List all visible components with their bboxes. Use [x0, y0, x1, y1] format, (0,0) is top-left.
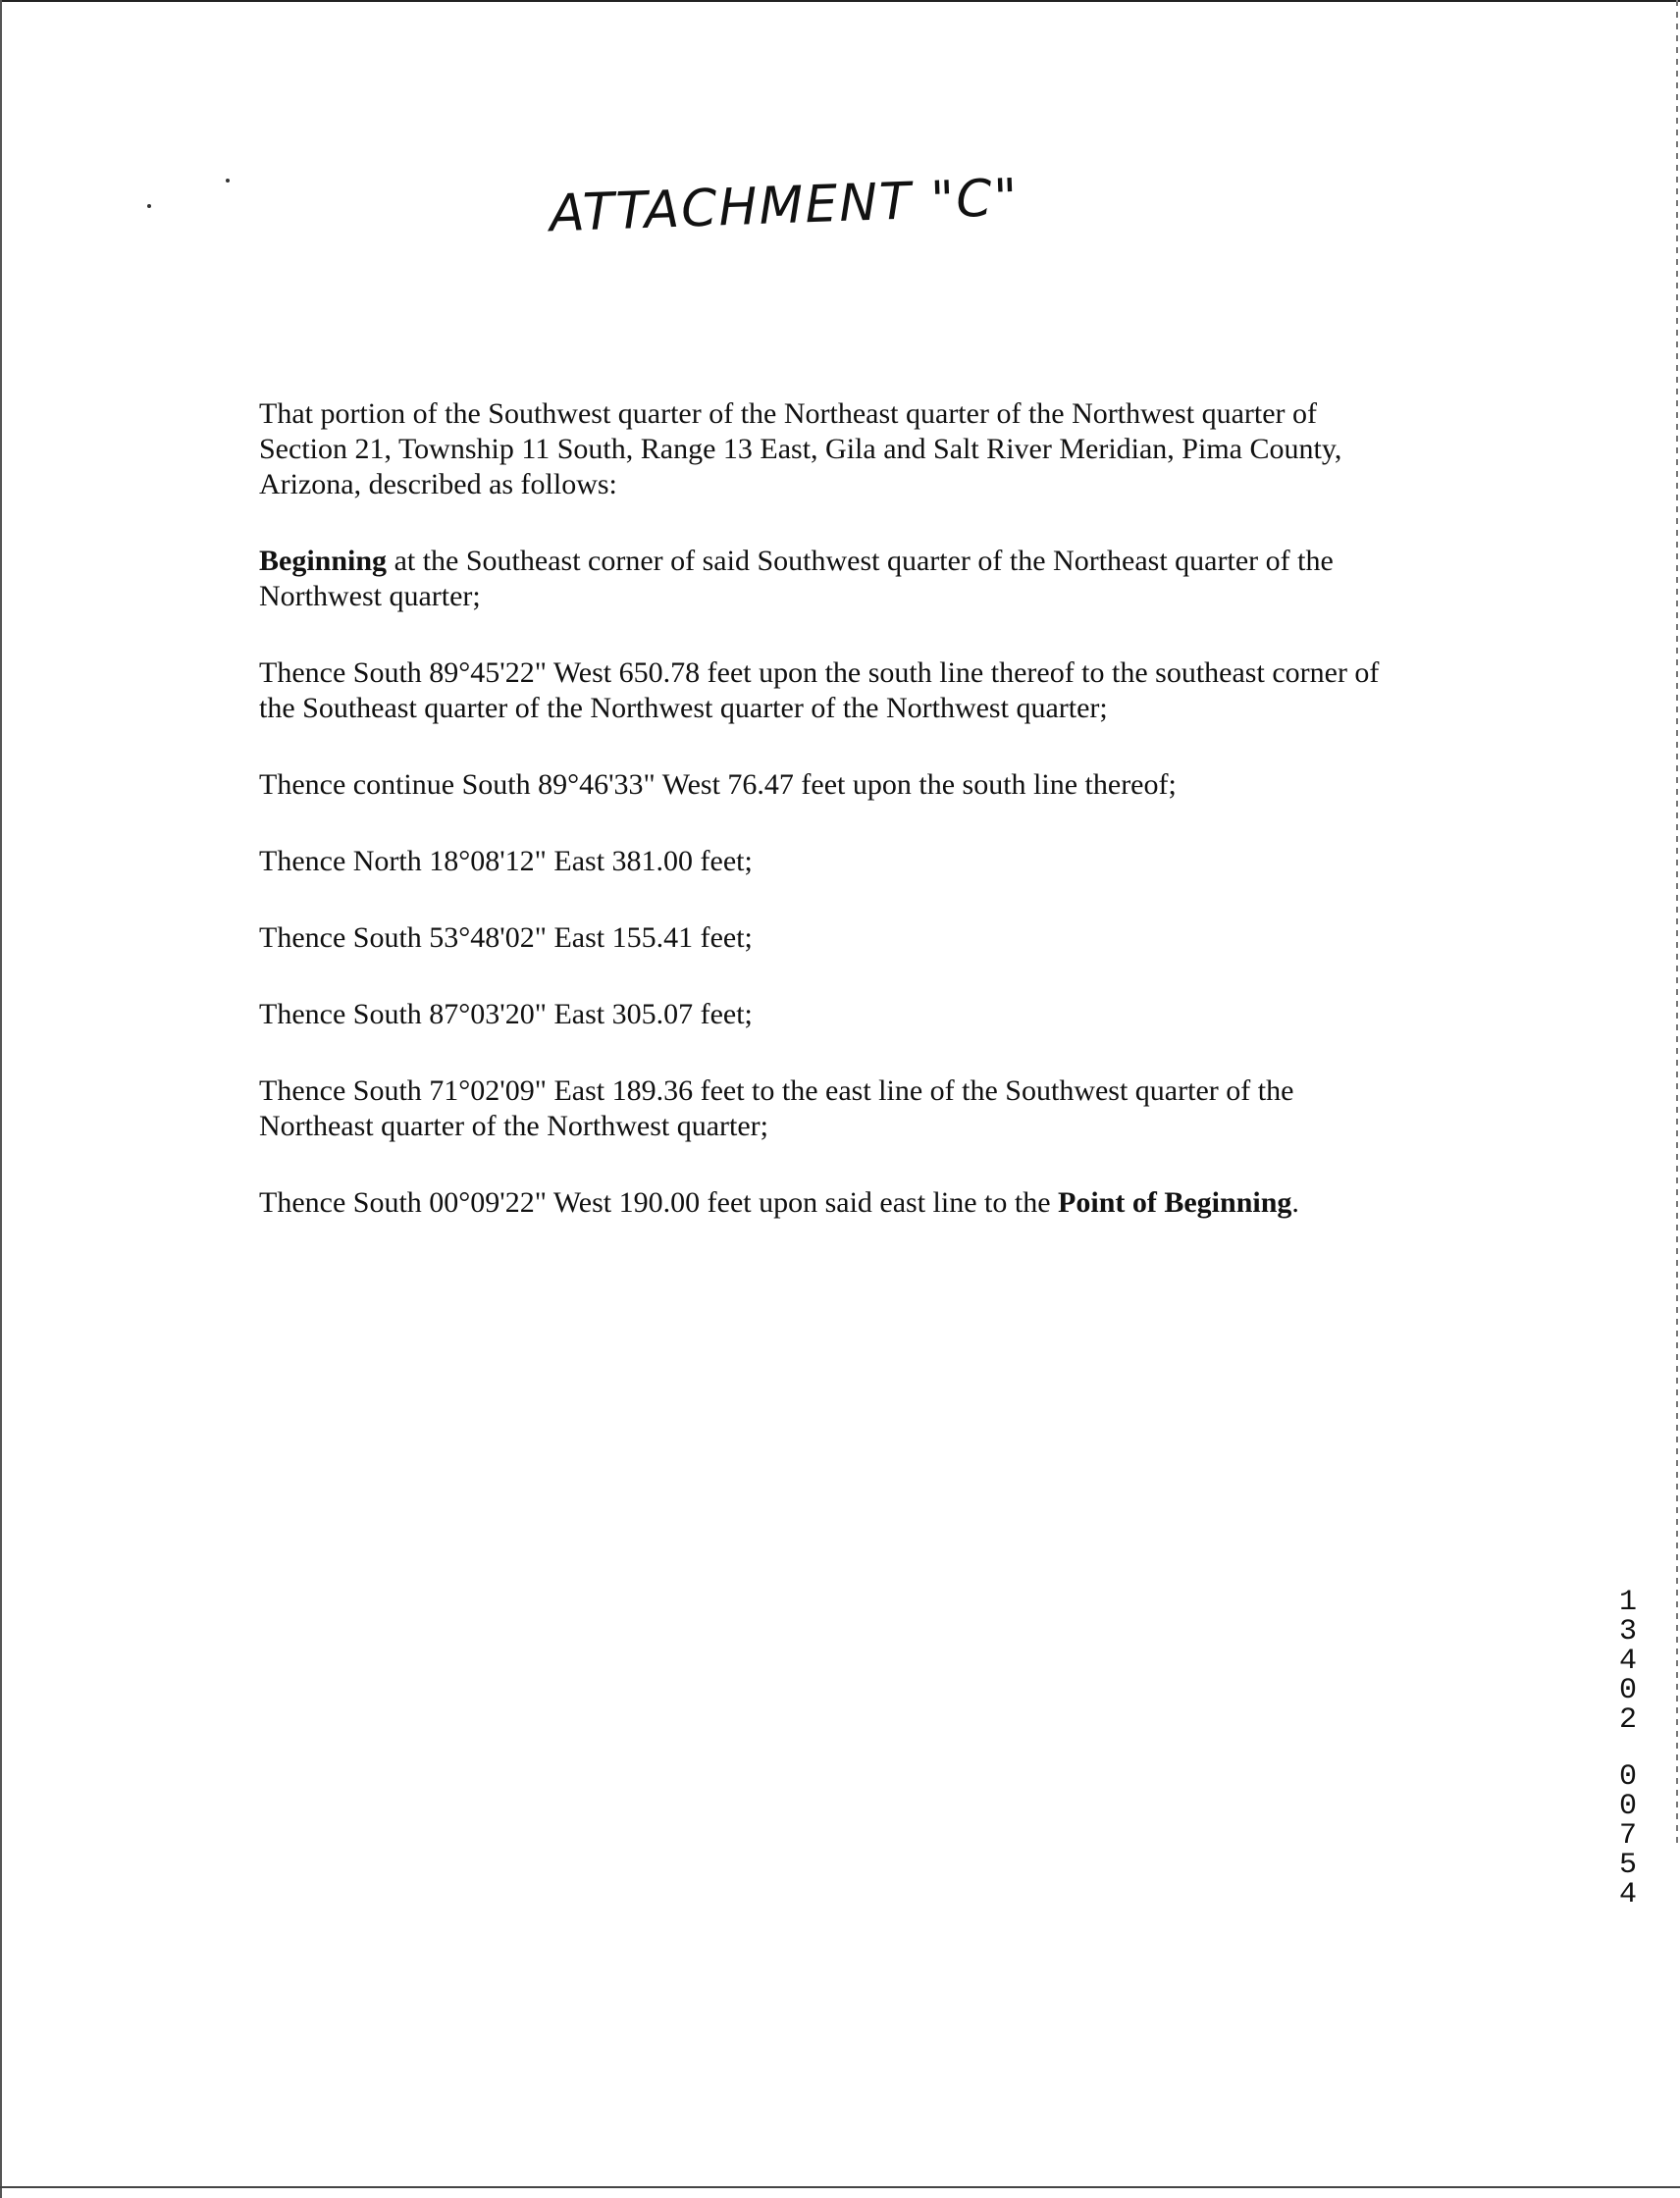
- stamp-digit: 2: [1618, 1703, 1637, 1737]
- stamp-digit: 0: [1618, 1790, 1637, 1823]
- scan-edge-right: [1676, 0, 1678, 1845]
- beginning-text: at the Southeast corner of said Southwest quarter of the Northeast quarter of the Northwest quarter;: [259, 545, 1334, 612]
- course-4: Thence South 53°48'02" East 155.41 feet;: [259, 921, 753, 954]
- attachment-heading: ATTACHMENT "C": [549, 168, 1021, 244]
- stamp-digit: 7: [1618, 1819, 1637, 1853]
- stamp-digit: 0: [1618, 1674, 1637, 1707]
- point-of-beginning: Point of Beginning: [1058, 1186, 1292, 1219]
- scan-edge-left: [0, 0, 2, 2198]
- intro-paragraph: That portion of the Southwest quarter of the Northeast quarter of the Northwest quarter of Section 21, Township 11 South, Range 13 East, Gila and Salt River Meridian, Pima County, Arizona, described as follows:: [259, 397, 1342, 500]
- beginning-paragraph: [259, 544, 1397, 614]
- recording-stamp-number: [1613, 1588, 1643, 1910]
- legal-description: [259, 396, 1397, 1262]
- scan-speck: [226, 179, 230, 183]
- course-2: Thence continue South 89°46'33" West 76.47 feet upon the south line thereof;: [259, 768, 1177, 801]
- stamp-digit: 4: [1618, 1645, 1637, 1678]
- course-3: Thence North 18°08'12" East 381.00 feet;: [259, 845, 753, 877]
- scan-edge-bottom: [0, 2186, 1680, 2188]
- course-6: Thence South 71°02'09" East 189.36 feet to the east line of the Southwest quarter of the Northeast quarter of the Northwest quarter;: [259, 1074, 1294, 1142]
- course-7: [259, 1185, 1397, 1221]
- stamp-digit: 1: [1618, 1586, 1637, 1619]
- stamp-gap: [1613, 1735, 1643, 1762]
- stamp-digit: 0: [1618, 1760, 1637, 1794]
- course-5: Thence South 87°03'20" East 305.07 feet;: [259, 998, 753, 1030]
- scan-speck: [147, 204, 151, 208]
- stamp-digit: 3: [1618, 1615, 1637, 1648]
- stamp-digit: 4: [1618, 1878, 1637, 1911]
- course-1: Thence South 89°45'22" West 650.78 feet upon the south line thereof to the southeast corner of the Southeast quarter of the Northwest quarter of the Northwest quarter;: [259, 656, 1380, 724]
- stamp-digit: 5: [1618, 1849, 1637, 1882]
- beginning-label: Beginning: [259, 545, 388, 577]
- course-7-end: .: [1291, 1186, 1299, 1219]
- course-7-text: Thence South 00°09'22" West 190.00 feet upon said east line to the: [259, 1186, 1059, 1219]
- scan-edge-top: [0, 0, 1680, 2]
